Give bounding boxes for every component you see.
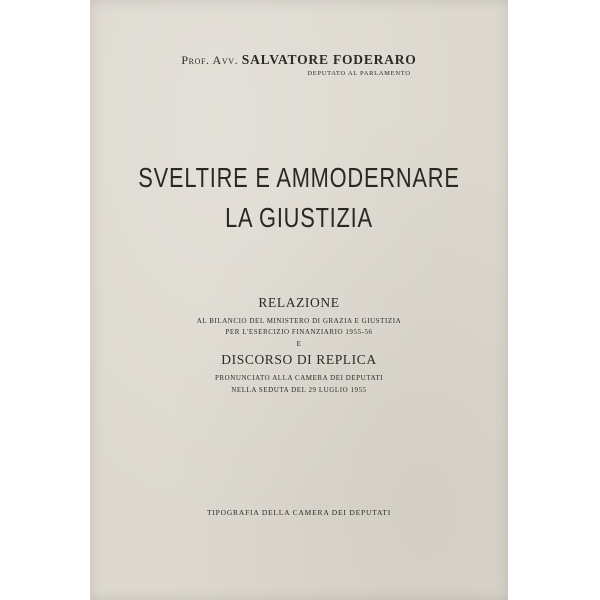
relazione-heading: RELAZIONE: [258, 295, 340, 310]
relazione-line-2: PER L'ESERCIZIO FINANZIARIO 1955-56: [225, 328, 373, 336]
author-prefix: Prof. Avv.: [181, 53, 239, 67]
discorso-line-1: PRONUNCIATO ALLA CAMERA DEI DEPUTATI: [214, 374, 384, 382]
printer-imprint: TIPOGRAFIA DELLA CAMERA DEI DEPUTATI: [206, 508, 392, 517]
author-line: [90, 52, 508, 68]
discorso-line-2: NELLA SEDUTA DEL 29 LUGLIO 1955: [231, 386, 367, 394]
book-cover: [90, 0, 508, 600]
title-line-2: LA GIUSTIZIA: [225, 202, 373, 233]
author-role: DEPUTATO AL PARLAMENTO: [307, 70, 411, 77]
discorso-heading: DISCORSO DI REPLICA: [221, 352, 377, 367]
conjunction: E: [296, 340, 302, 348]
relazione-line-1: AL BILANCIO DEL MINISTERO DI GRAZIA E GIUSTIZIA: [196, 317, 402, 325]
title-line-1: SVELTIRE E AMMODERNARE: [138, 162, 460, 193]
author-name: SALVATORE FODERARO: [241, 52, 417, 67]
